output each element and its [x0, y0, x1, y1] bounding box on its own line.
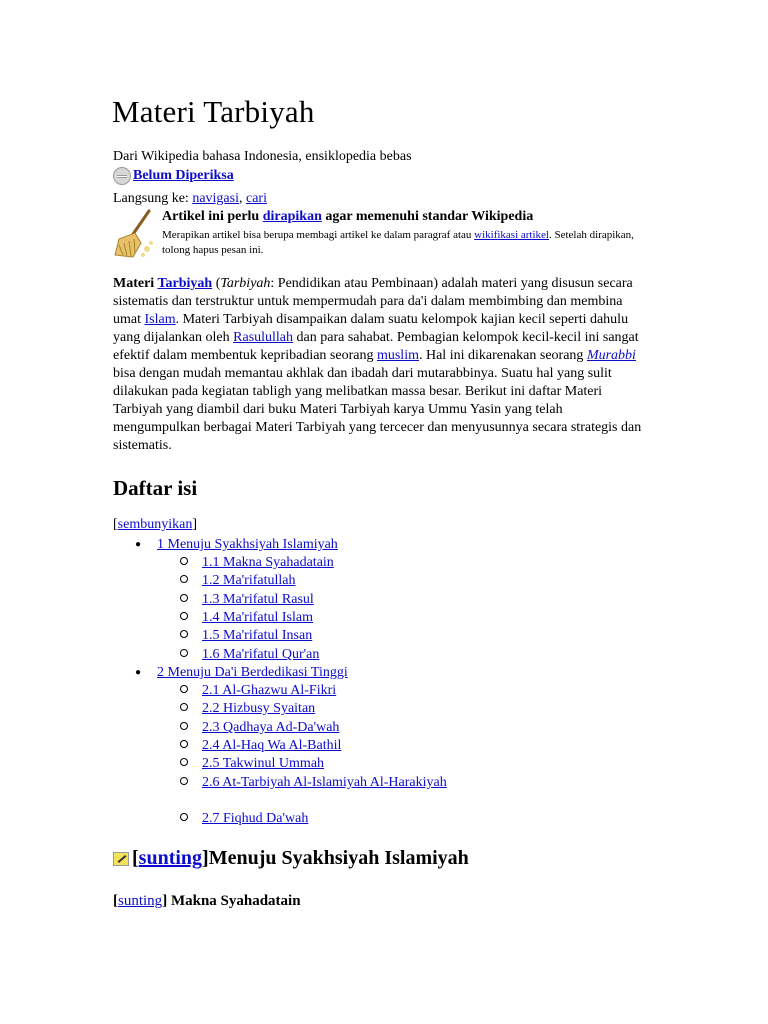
toc-item: 2.2 Hizbusy Syaitan [202, 700, 315, 718]
toc-item: 2.7 Fiqhud Da'wah [202, 810, 308, 828]
bullet-icon [180, 777, 188, 785]
toc-item: 2.6 At-Tarbiyah Al-Islamiyah Al-Harakiyah [202, 774, 447, 792]
bullet-icon: ● [135, 539, 142, 550]
toc-item: 1.3 Ma'rifatul Rasul [202, 591, 314, 609]
review-status-link[interactable]: Belum Diperiksa [133, 168, 234, 183]
tarbiyah-link[interactable]: Tarbiyah [157, 276, 213, 291]
review-status [113, 167, 234, 185]
toc-item: 2.4 Al-Haq Wa Al-Bathil [202, 737, 341, 755]
subsection-edit-link[interactable]: sunting [118, 893, 163, 909]
jump-search-link[interactable]: cari [245, 191, 267, 206]
toc-item: 2.5 Takwinul Ummah [202, 755, 324, 773]
unreviewed-icon [113, 167, 131, 185]
bullet-icon: ● [135, 667, 142, 678]
toc-item: 1.4 Ma'rifatul Islam [202, 609, 313, 627]
site-tagline: Dari Wikipedia bahasa Indonesia, ensiklopedia bebas [113, 149, 412, 164]
toc-item: ● 1 Menuju Syakhsiyah Islamiyah [135, 537, 338, 552]
bullet-icon [180, 685, 188, 693]
toc-item: 1.6 Ma'rifatul Qur'an [202, 646, 319, 664]
bullet-icon [180, 813, 188, 821]
bullet-icon [180, 649, 188, 657]
bullet-icon [180, 594, 188, 602]
toc-heading: Daftar isi [113, 476, 198, 500]
jump-navigation-link[interactable]: navigasi [192, 191, 239, 206]
toc-item: ● 2 Menuju Da'i Berdedikasi Tinggi [135, 665, 348, 680]
bullet-icon [180, 758, 188, 766]
bullet-icon [180, 703, 188, 711]
toc-item: 2.3 Qadhaya Ad-Da'wah [202, 719, 339, 737]
bullet-icon [180, 722, 188, 730]
murabbi-link[interactable]: Murabbi [586, 348, 636, 363]
notice-heading: Artikel ini perlu dirapikan agar memenuhi standar Wikipedia [162, 209, 534, 224]
page-title: Materi Tarbiyah [112, 94, 315, 129]
cleanup-link[interactable]: dirapikan [262, 209, 322, 224]
pencil-icon[interactable] [113, 852, 129, 866]
rasulullah-link[interactable]: Rasulullah [233, 330, 294, 345]
toc-hide-link[interactable]: sembunyikan [117, 517, 193, 532]
wikify-link[interactable]: wikifikasi artikel [474, 229, 549, 241]
section-edit-link[interactable]: sunting [138, 847, 203, 869]
toc-item: 1.5 Ma'rifatul Insan [202, 627, 312, 645]
toc-item: 1.2 Ma'rifatullah [202, 572, 296, 590]
toc-toggle: [sembunyikan] [113, 517, 197, 532]
islam-link[interactable]: Islam [144, 312, 176, 327]
broom-icon [113, 209, 157, 259]
bullet-icon [180, 575, 188, 583]
toc-item: 2.1 Al-Ghazwu Al-Fikri [202, 682, 336, 700]
jump-links: Langsung ke: navigasi, cari [113, 191, 267, 206]
toc-item: 1.1 Makna Syahadatain [202, 554, 334, 572]
muslim-link[interactable]: muslim [376, 348, 419, 363]
bullet-icon [180, 557, 188, 565]
notice-body: Merapikan artikel bisa berupa membagi artikel ke dalam paragraf atau wikifikasi artikel. Setelah dirapikan, tolong hapus pesan ini. [162, 229, 634, 256]
intro-paragraph: Materi Tarbiyah (Tarbiyah: Pendidikan atau Pembinaan) adalah materi yang disusun secara sistematis dan terstruktur untuk mempermudah para da'i dalam membimbing dan membina umat Islam. Materi Tarbiyah disampaikan dalam suatu kelompok kajian kecil seperti dahulu yang dijalankan oleh Rasulullah dan para sahabat. Pembagian kelompok kecil-kecil ini sangat efektif dalam membentuk kepribadian seorang muslim. Hal ini dikarenakan seorang Murabbi bisa dengan mudah memantau akhlak dan ibadah dari mutarabbinya. Suatu hal yang sulit dilakukan pada kegiatan tabligh yang melibatkan massa besar. Berikut ini daftar Materi Tarbiyah yang diambil dari buku Materi Tarbiyah karya Ummu Yasin yang telah mengumpulkan berbagai Materi Tarbiyah yang tercecer dan menyusunnya secara strategis dan sistematis. [113, 276, 642, 453]
subsection-heading: [sunting] Makna Syahadatain [113, 893, 301, 909]
bullet-icon [180, 740, 188, 748]
bullet-icon [180, 612, 188, 620]
bullet-icon [180, 630, 188, 638]
section-heading: [ sunting ] Menuju Syakhsiyah Islamiyah [113, 847, 469, 870]
